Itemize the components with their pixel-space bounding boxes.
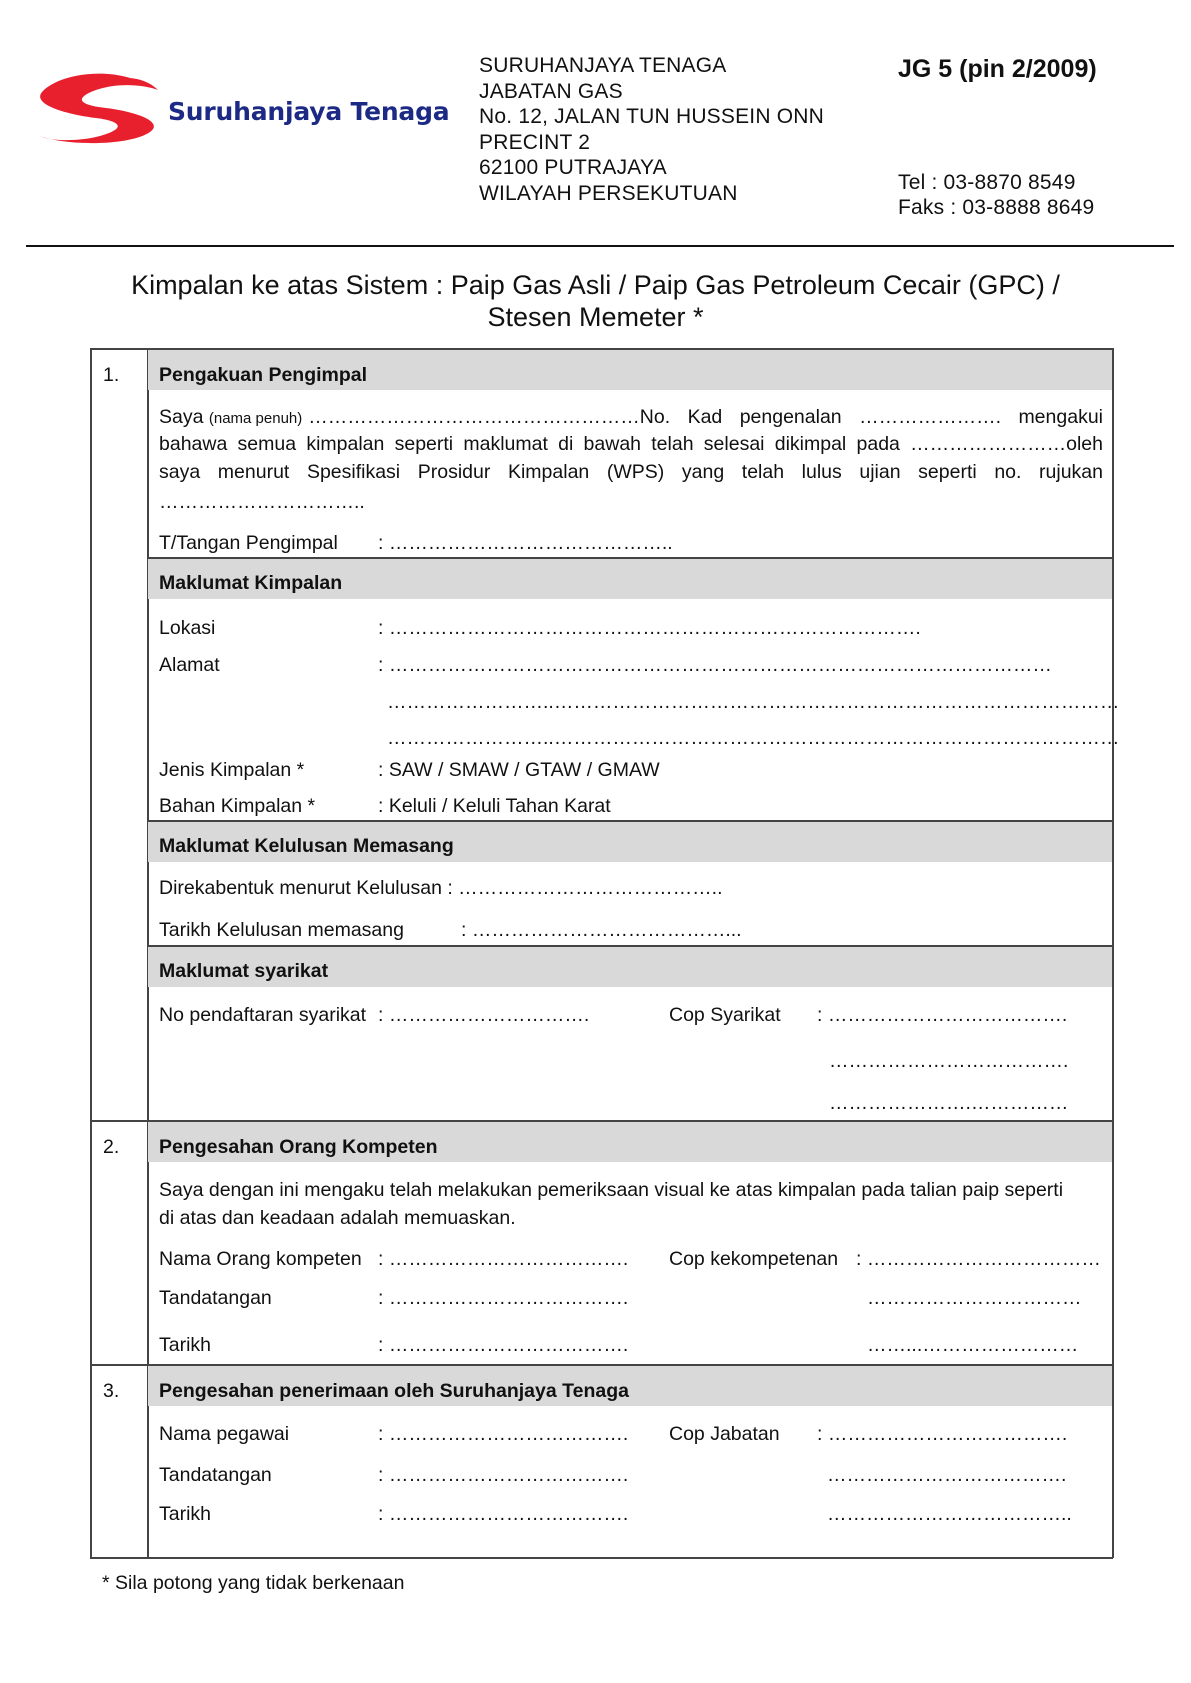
tarikh-kelulusan-label: Tarikh Kelulusan memasang bbox=[159, 919, 404, 941]
lokasi-field[interactable]: : ………………………………………………………………………. bbox=[378, 617, 921, 639]
tandatangan-label: Tandatangan bbox=[159, 1287, 272, 1309]
form-code: JG 5 (pin 2/2009) bbox=[898, 55, 1097, 83]
nama-kompeten-field[interactable]: : ………………………………. bbox=[378, 1248, 629, 1270]
lokasi-label: Lokasi bbox=[159, 617, 216, 639]
no-syarikat-label: No pendaftaran syarikat bbox=[159, 1004, 367, 1026]
cop-kekompetenan-line[interactable]: …………………………… bbox=[867, 1287, 1082, 1309]
nama-pegawai-field[interactable]: : ………………………………. bbox=[378, 1423, 629, 1445]
row-divider bbox=[147, 557, 1113, 559]
tarikh-label: Tarikh bbox=[159, 1503, 212, 1525]
address-line: WILAYAH PERSEKUTUAN bbox=[479, 181, 738, 205]
cop-jabatan-label: Cop Jabatan bbox=[669, 1423, 780, 1445]
section-number: 2. bbox=[103, 1136, 120, 1158]
cop-kekompetenan-label: Cop kekompetenan bbox=[669, 1248, 839, 1270]
decl-start bbox=[159, 406, 302, 429]
confirmation-line: di atas dan keadaan adalah memuaskan. bbox=[159, 1206, 516, 1229]
alamat-field-line[interactable]: ……………………..…………………………………………………………………………… bbox=[387, 691, 1120, 713]
tarikh-field[interactable]: : ………………………………. bbox=[378, 1503, 629, 1525]
section-heading: Maklumat Kelulusan Memasang bbox=[159, 835, 454, 857]
no-syarikat-field[interactable]: : …………………………. bbox=[378, 1004, 590, 1026]
section-heading: Pengesahan penerimaan oleh Suruhanjaya Tenaga bbox=[159, 1380, 629, 1402]
tarikh-kelulusan-field[interactable]: : …………………………………... bbox=[461, 919, 742, 941]
declaration-line bbox=[159, 406, 1103, 429]
declaration-line: bahawa semua kimpalan seperti maklumat di bawah telah selesai dikimpal pada ……………………oleh bbox=[159, 433, 1103, 455]
address-line: No. 12, JALAN TUN HUSSEIN ONN bbox=[479, 105, 824, 128]
page-title bbox=[0, 269, 1191, 333]
declaration-line: saya menurut Spesifikasi Prosidur Kimpalan (WPS) yang telah lulus ujian seperti no. rujukan bbox=[159, 461, 1103, 483]
jenis-label: Jenis Kimpalan * bbox=[159, 759, 305, 781]
section-heading: Maklumat syarikat bbox=[159, 960, 329, 982]
cop-kekompetenan-field[interactable]: : ……………………………… bbox=[856, 1248, 1101, 1270]
declaration-line: ………………………….. bbox=[159, 491, 365, 513]
section-number: 3. bbox=[103, 1380, 120, 1402]
tandatangan-field[interactable]: : ………………………………. bbox=[378, 1287, 629, 1309]
tandatangan-label: Tandatangan bbox=[159, 1464, 272, 1486]
decl-saya: Saya bbox=[159, 406, 204, 428]
address-line: SURUHANJAYA TENAGA bbox=[479, 54, 727, 77]
address-block bbox=[479, 53, 824, 206]
alamat-label: Alamat bbox=[159, 654, 220, 676]
alamat-field[interactable]: : ………………………………………………………………………………………… bbox=[378, 654, 1052, 676]
cop-kekompetenan-line[interactable]: ……...…………………… bbox=[867, 1334, 1079, 1356]
table-border bbox=[90, 1557, 1113, 1559]
section-heading: Pengesahan Orang Kompeten bbox=[159, 1136, 438, 1158]
logo-swoosh-icon bbox=[38, 70, 178, 148]
jenis-options[interactable]: : SAW / SMAW / GTAW / GMAW bbox=[378, 759, 660, 781]
nama-kompeten-label: Nama Orang kompeten bbox=[159, 1248, 362, 1270]
confirmation-text bbox=[159, 1177, 1107, 1232]
ttangan-label: T/Tangan Pengimpal bbox=[159, 532, 338, 554]
tandatangan-field[interactable]: : ………………………………. bbox=[378, 1464, 629, 1486]
row-divider bbox=[147, 945, 1113, 947]
decl-nama-hint: (nama penuh) bbox=[208, 410, 303, 427]
cop-syarikat-field[interactable]: : ………………………………. bbox=[817, 1004, 1068, 1026]
logo-text: Suruhanjaya Tenaga bbox=[168, 97, 450, 126]
address-line: JABATAN GAS bbox=[479, 79, 623, 103]
section-heading: Maklumat Kimpalan bbox=[159, 572, 343, 594]
header-divider bbox=[26, 245, 1174, 247]
address-line: 62100 PUTRAJAYA bbox=[479, 156, 667, 179]
section-heading: Pengakuan Pengimpal bbox=[159, 364, 368, 386]
fax: Faks : 03-8888 8649 bbox=[898, 196, 1095, 219]
section-divider bbox=[90, 1364, 1113, 1366]
footnote: * Sila potong yang tidak berkenaan bbox=[102, 1572, 405, 1594]
ttangan-field[interactable]: : …………………………………….. bbox=[378, 532, 673, 554]
bahan-options[interactable]: : Keluli / Keluli Tahan Karat bbox=[378, 795, 611, 817]
title-line: Kimpalan ke atas Sistem : Paip Gas Asli / Paip Gas Petroleum Cecair (GPC) / bbox=[131, 270, 1060, 300]
row-divider bbox=[147, 820, 1113, 822]
tarikh-label: Tarikh bbox=[159, 1334, 212, 1356]
title-line: Stesen Memeter * bbox=[487, 302, 704, 332]
address-line: PRECINT 2 bbox=[479, 130, 591, 154]
table-border bbox=[90, 348, 92, 1558]
cop-jabatan-line[interactable]: ………………………………. bbox=[827, 1464, 1067, 1486]
section-number: 1. bbox=[103, 364, 120, 386]
logo bbox=[38, 70, 468, 150]
direka-field[interactable]: Direkabentuk menurut Kelulusan : ………………………………….. bbox=[159, 877, 723, 899]
nama-pegawai-label: Nama pegawai bbox=[159, 1423, 290, 1445]
confirmation-line: Saya dengan ini mengaku telah melakukan pemeriksaan visual ke atas kimpalan pada talian paip seperti bbox=[159, 1179, 1064, 1201]
cop-syarikat-line[interactable]: ………………….…………… bbox=[829, 1092, 1069, 1114]
cop-jabatan-field[interactable]: : ………………………………. bbox=[817, 1423, 1068, 1445]
cop-syarikat-label: Cop Syarikat bbox=[669, 1004, 781, 1026]
cop-jabatan-line[interactable]: ……………………………….. bbox=[827, 1503, 1072, 1525]
table-border bbox=[1112, 348, 1114, 1558]
section-divider bbox=[90, 1120, 1113, 1122]
decl-rest: ……………………………………………No. Kad pengenalan …………………. mengakui bbox=[308, 406, 1103, 428]
tel: Tel : 03-8870 8549 bbox=[898, 171, 1076, 194]
cop-syarikat-line[interactable]: ………………………………. bbox=[829, 1050, 1069, 1072]
bahan-label: Bahan Kimpalan * bbox=[159, 795, 316, 817]
tarikh-field[interactable]: : ………………………………. bbox=[378, 1334, 629, 1356]
alamat-field-line[interactable]: ……………………..…………………………………………………………………………… bbox=[387, 727, 1120, 749]
